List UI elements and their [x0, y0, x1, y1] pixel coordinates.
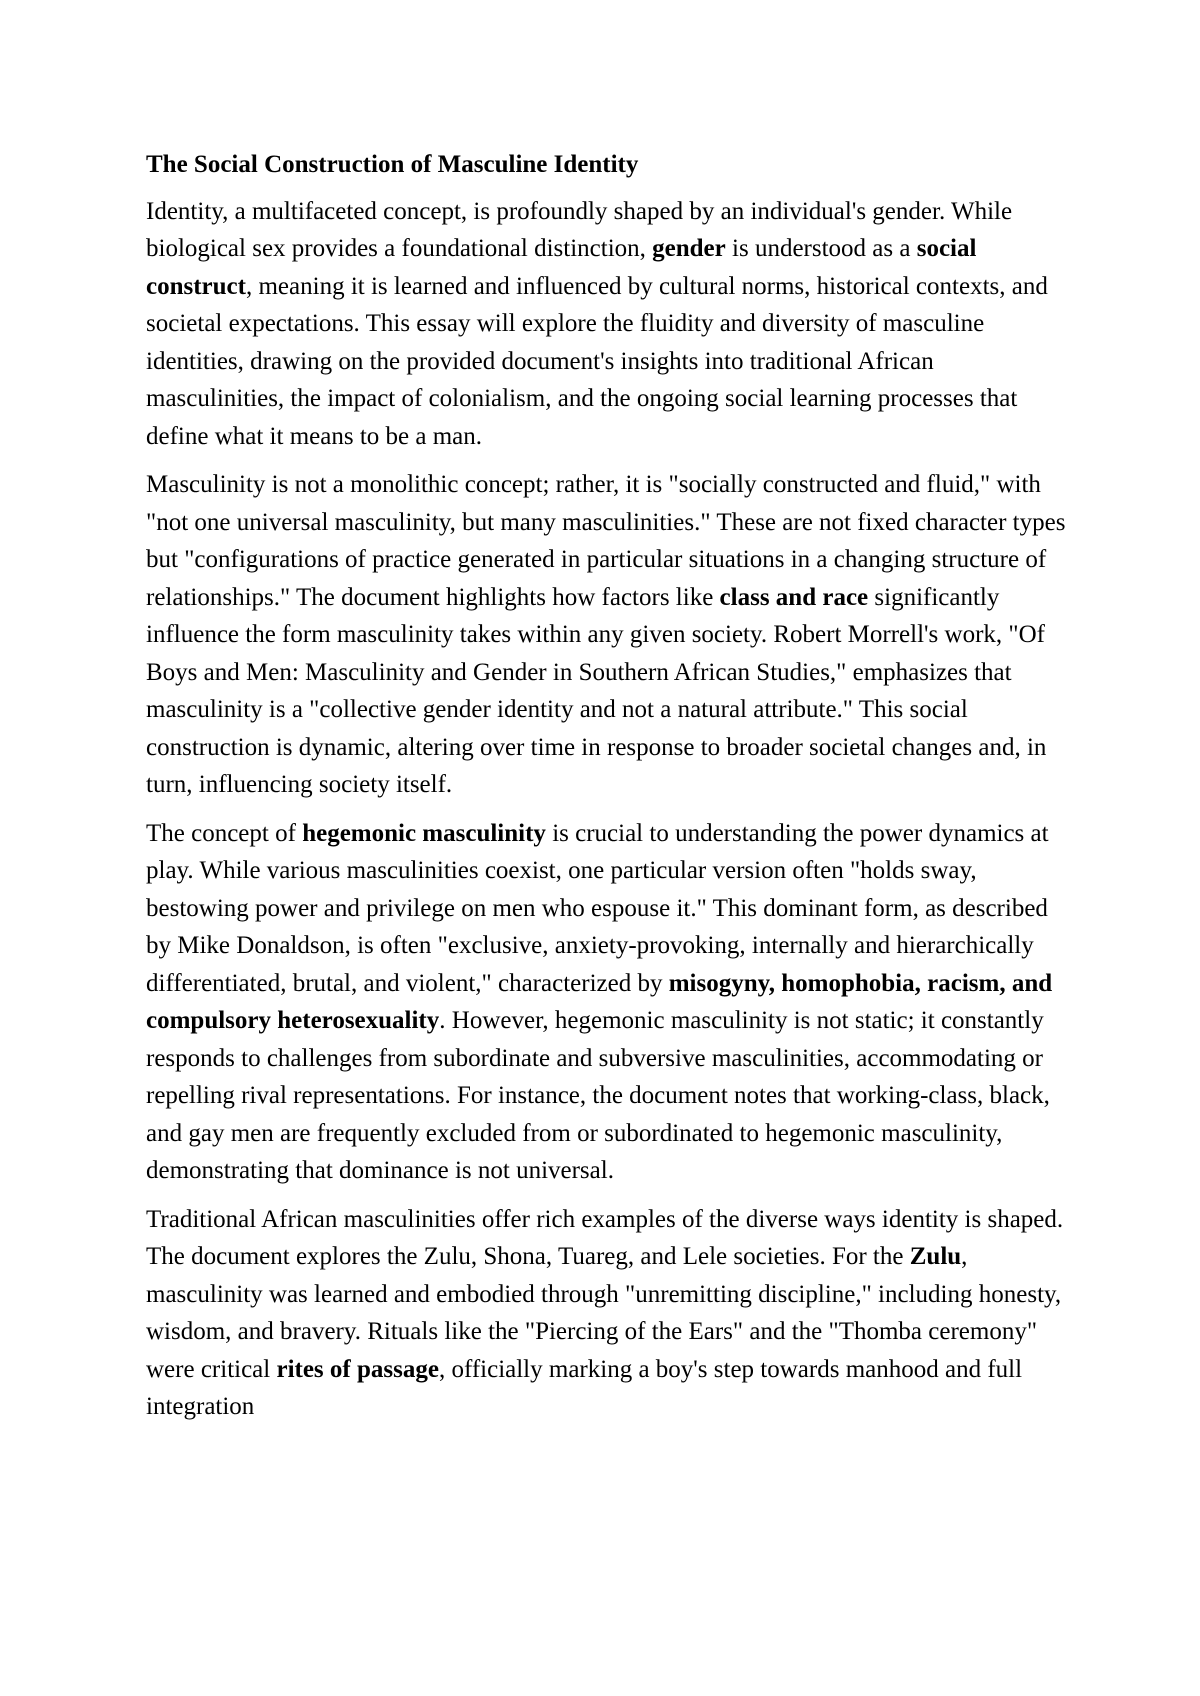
text-run: , officially marking a boy's step towards manhood and full integration: [146, 1355, 1023, 1420]
body-paragraph: [146, 466, 1066, 804]
text-run: significantly influence the form masculinity takes within any given society. Robert Morrell's work, "Of Boys and Men: Masculinity and Gender in Southern African Studies," emphasizes that masculinity is a "collective gender identity and not a natural attribute." This social construction is dynamic, altering over time in response to broader societal changes and, in turn, influencing society itself.: [146, 583, 1047, 798]
document-body: [146, 146, 1066, 1437]
bold-term: social construct: [146, 235, 977, 300]
text-run: , masculinity was learned and embodied through "unremitting discipline," including honesty, wisdom, and bravery. Rituals like the "Piercing of the Ears" and the "Thomba ceremony" were critical: [146, 1243, 1062, 1383]
body-paragraph: [146, 1201, 1066, 1426]
text-run: is crucial to understanding the power dynamics at play. While various masculinities coexist, one particular version often "holds sway, bestowing power and privilege on men who espouse it." This dominant form, as described by Mike Donaldson, is often "exclusive, anxiety-provoking, internally and hierarchically differentiated, brutal, and violent," characterized by: [146, 819, 1049, 997]
bold-term: gender: [652, 235, 726, 262]
body-paragraph: [146, 193, 1066, 456]
text-run: Masculinity is not a monolithic concept; rather, it is "socially constructed and fluid," with "not one universal masculinity, but many masculinities." These are not fixed character types but "configurations of practice generated in particular situations in a changing structure of relationships." The document highlights how factors like: [146, 471, 1066, 611]
document-title: The Social Construction of Masculine Identity: [146, 151, 639, 178]
bold-term: misogyny, homophobia, racism, and compulsory heterosexuality: [146, 969, 1053, 1034]
text-run: , meaning it is learned and influenced by cultural norms, historical contexts, and societal expectations. This essay will explore the fluidity and diversity of masculine identities, drawing on the provided document's insights into traditional African masculinities, the impact of colonialism, and the ongoing social learning processes that define what it means to be a man.: [146, 272, 1048, 450]
paragraph-list: [146, 193, 1066, 1426]
bold-term: rites of passage: [276, 1355, 439, 1383]
bold-term: Zulu: [909, 1243, 962, 1270]
text-run: The concept of: [146, 819, 303, 847]
bold-term: hegemonic masculinity: [302, 819, 546, 847]
text-run: is understood as a: [725, 235, 917, 262]
bold-term: class and race: [719, 583, 869, 611]
body-paragraph: [146, 815, 1066, 1190]
text-run: Identity, a multifaceted concept, is profoundly shaped by an individual's gender. While biological sex provides a foundational distinction,: [146, 197, 1013, 262]
text-run: . However, hegemonic masculinity is not static; it constantly responds to challenges from subordinate and subversive masculinities, accommodating or repelling rival representations. For instance, the document notes that working-class, black, and gay men are frequently excluded from or subordinated to hegemonic masculinity, demonstrating that dominance is not universal.: [146, 1007, 1050, 1184]
text-run: Traditional African masculinities offer rich examples of the diverse ways identity is shaped. The document explores the Zulu, Shona, Tuareg, and Lele societies. For the: [146, 1205, 1064, 1270]
